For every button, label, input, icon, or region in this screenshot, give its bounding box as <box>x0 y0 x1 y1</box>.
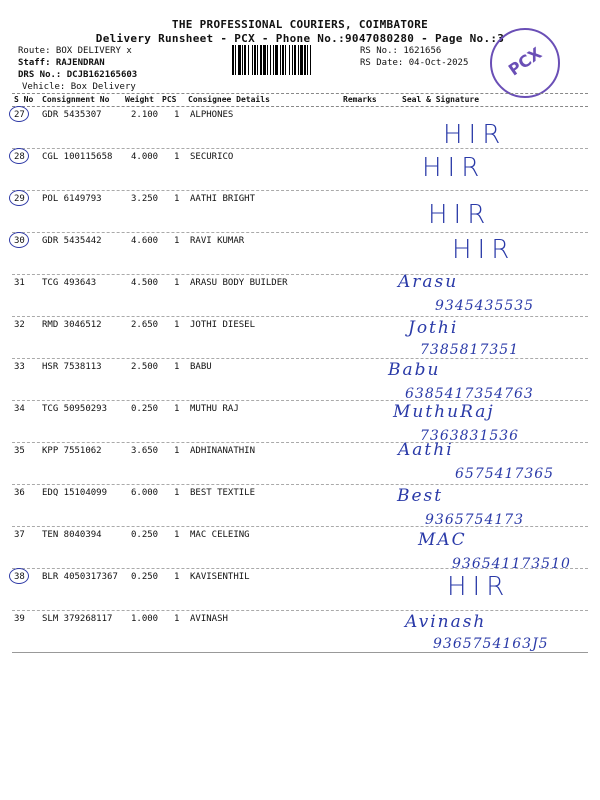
row-pcs: 1 <box>174 152 180 162</box>
handwritten-signature: Best <box>397 486 444 506</box>
barcode <box>232 45 356 75</box>
row-consignment-no: POL 6149793 <box>42 194 102 204</box>
handwritten-signature: HIR <box>428 200 492 230</box>
row-pcs: 1 <box>174 194 180 204</box>
row-sno: 33 <box>14 362 25 372</box>
row-consignee: JOTHI DIESEL <box>190 320 256 330</box>
route-label: Route: BOX DELIVERY x <box>18 46 132 56</box>
row-consignee: ALPHONES <box>190 110 234 120</box>
row-consignee: KAVISENTHIL <box>190 572 250 582</box>
handwritten-signature: HIR <box>422 153 486 183</box>
company-title: THE PROFESSIONAL COURIERS, COIMBATORE <box>171 18 429 31</box>
handwritten-phone: 6575417365 <box>455 466 555 482</box>
col-signature: Seal & Signature <box>402 95 480 104</box>
row-consignment-no: HSR 7538113 <box>42 362 102 372</box>
rs-date: RS Date: 04-Oct-2025 <box>360 58 469 68</box>
row-sno: 29 <box>14 194 25 204</box>
row-consignment-no: SLM 379268117 <box>42 614 113 624</box>
row-pcs: 1 <box>174 320 180 330</box>
row-sno: 35 <box>14 446 25 456</box>
handwritten-signature: Babu <box>388 360 441 380</box>
row-weight: 4.000 <box>131 152 159 162</box>
pcx-stamp <box>490 28 560 98</box>
row-sno: 30 <box>14 236 25 246</box>
row-consignee: BABU <box>190 362 212 372</box>
table-row <box>12 191 588 233</box>
handwritten-signature: HIR <box>447 572 511 602</box>
handwritten-signature: Jothi <box>408 318 459 338</box>
row-consignment-no: TCG 50950293 <box>42 404 108 414</box>
handwritten-phone: 7363831536 <box>420 428 520 444</box>
row-weight: 0.250 <box>131 404 159 414</box>
row-sno: 37 <box>14 530 25 540</box>
row-consignment-no: GDR 5435442 <box>42 236 102 246</box>
row-sno: 34 <box>14 404 25 414</box>
handwritten-signature: MuthuRaj <box>393 402 495 422</box>
row-sno: 36 <box>14 488 25 498</box>
row-sno: 38 <box>14 572 25 582</box>
header-top-rule <box>12 93 588 94</box>
col-sno: S No <box>14 95 34 104</box>
row-pcs: 1 <box>174 530 180 540</box>
handwritten-signature: Avinash <box>405 612 487 632</box>
row-consignee: MUTHU RAJ <box>190 404 239 414</box>
handwritten-signature: Aathi <box>398 440 454 460</box>
row-weight: 2.100 <box>131 110 159 120</box>
row-sno: 28 <box>14 152 25 162</box>
row-consignment-no: TCG 493643 <box>42 278 97 288</box>
row-consignment-no: KPP 7551062 <box>42 446 102 456</box>
handwritten-signature: MAC <box>418 530 467 550</box>
col-consignment: Consignment No <box>42 95 110 104</box>
row-consignee: ARASU BODY BUILDER <box>190 278 288 288</box>
row-pcs: 1 <box>174 488 180 498</box>
row-sno: 39 <box>14 614 25 624</box>
row-consignment-no: BLR 4050317367 <box>42 572 118 582</box>
row-consignment-no: RMD 3046512 <box>42 320 102 330</box>
handwritten-signature: Arasu <box>398 272 459 292</box>
runsheet-subtitle: Delivery Runsheet - PCX - Phone No.:9047080280 - Page No.:3 <box>95 32 505 45</box>
row-consignee: AVINASH <box>190 614 228 624</box>
row-pcs: 1 <box>174 614 180 624</box>
row-consignment-no: GDR 5435307 <box>42 110 102 120</box>
row-consignment-no: TEN 8040394 <box>42 530 102 540</box>
handwritten-phone: 9365754173 <box>425 512 525 528</box>
row-pcs: 1 <box>174 572 180 582</box>
row-weight: 1.000 <box>131 614 159 624</box>
col-pcs: PCS <box>162 95 177 104</box>
row-pcs: 1 <box>174 236 180 246</box>
row-weight: 0.250 <box>131 572 159 582</box>
row-consignee: RAVI KUMAR <box>190 236 245 246</box>
col-weight: Weight <box>125 95 154 104</box>
handwritten-signature: HIR <box>452 235 516 265</box>
row-pcs: 1 <box>174 278 180 288</box>
rs-number: RS No.: 1621656 <box>360 46 442 56</box>
row-pcs: 1 <box>174 110 180 120</box>
row-weight: 3.250 <box>131 194 159 204</box>
row-pcs: 1 <box>174 446 180 456</box>
row-consignee: MAC CELEING <box>190 530 250 540</box>
row-sno: 32 <box>14 320 25 330</box>
row-sno: 27 <box>14 110 25 120</box>
row-consignee: BEST TEXTILE <box>190 488 256 498</box>
table-bottom-rule <box>12 652 588 653</box>
handwritten-phone: 936541173510 <box>452 556 571 572</box>
row-consignee: SECURICO <box>190 152 234 162</box>
row-pcs: 1 <box>174 404 180 414</box>
handwritten-phone: 9365754163J5 <box>433 636 549 652</box>
row-consignee: ADHINANATHIN <box>190 446 256 456</box>
row-weight: 4.600 <box>131 236 159 246</box>
row-weight: 2.500 <box>131 362 159 372</box>
row-consignment-no: EDQ 15104099 <box>42 488 108 498</box>
col-consignee: Consignee Details <box>188 95 270 104</box>
table-row <box>12 149 588 191</box>
drs-label: DRS No.: DCJB162165603 <box>18 70 138 80</box>
row-sno: 31 <box>14 278 25 288</box>
row-weight: 6.000 <box>131 488 159 498</box>
row-weight: 0.250 <box>131 530 159 540</box>
row-pcs: 1 <box>174 362 180 372</box>
stamp-text: PCX <box>504 43 546 80</box>
vehicle-label: Vehicle: Box Delivery <box>22 82 136 92</box>
row-consignment-no: CGL 100115658 <box>42 152 113 162</box>
col-remarks: Remarks <box>343 95 377 104</box>
handwritten-phone: 9345435535 <box>435 298 535 314</box>
handwritten-phone: 7385817351 <box>420 342 520 358</box>
handwritten-phone: 6385417354763 <box>405 386 534 402</box>
row-consignee: AATHI BRIGHT <box>190 194 256 204</box>
row-weight: 3.650 <box>131 446 159 456</box>
row-weight: 4.500 <box>131 278 159 288</box>
handwritten-signature: HIR <box>443 120 507 150</box>
row-weight: 2.650 <box>131 320 159 330</box>
staff-label: Staff: RAJENDRAN <box>18 58 105 68</box>
